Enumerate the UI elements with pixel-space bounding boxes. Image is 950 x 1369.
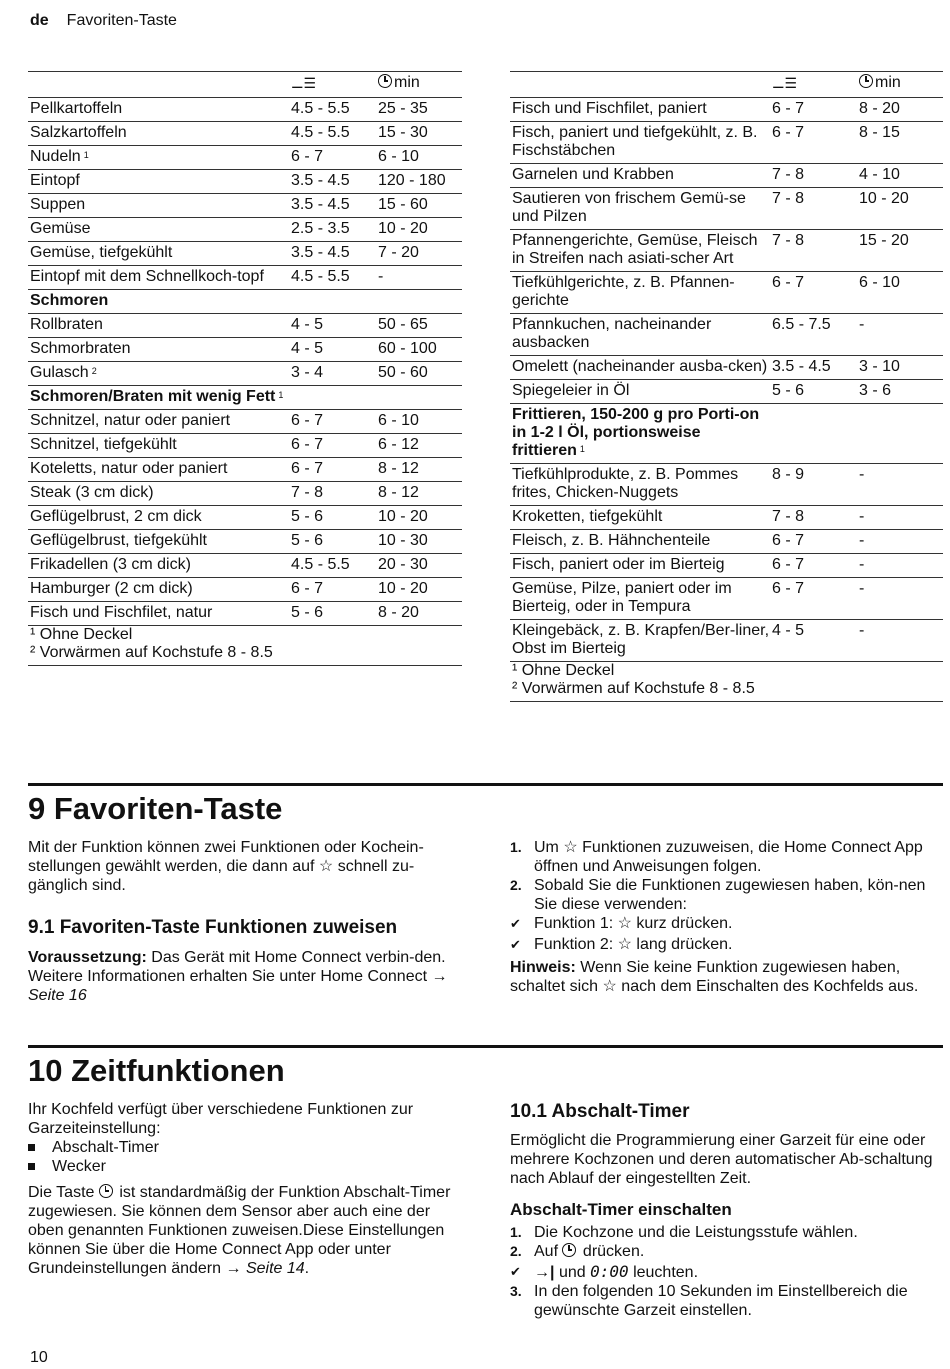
dish-name: Schnitzel, tiefgekühlt — [30, 436, 177, 453]
footnote-row — [28, 626, 462, 645]
power-level-cell: 3.5 - 4.5 — [289, 242, 376, 266]
dish-cell — [510, 272, 770, 314]
dish-cell — [510, 188, 770, 230]
cooking-time-cell: - — [857, 554, 943, 578]
footnote-ref: 2 — [91, 366, 97, 376]
cooking-time-cell: - — [857, 530, 943, 554]
cooking-time-cell: 6 - 10 — [376, 146, 462, 170]
dish-name: Gemüse, tiefgekühlt — [30, 244, 173, 261]
result-text-end: lang drücken. — [636, 936, 733, 953]
page-link[interactable]: Seite 16 — [28, 987, 87, 1004]
power-level-cell: 3 - 4 — [289, 362, 376, 386]
power-level-icon: ⚊☰ — [772, 75, 798, 91]
dish-name: Gemüse — [30, 220, 91, 237]
power-level-cell: 2.5 - 3.5 — [289, 218, 376, 242]
dish-name: Rollbraten — [30, 316, 103, 333]
step-text-end: drücken. — [582, 1243, 645, 1260]
dish-cell — [510, 314, 770, 356]
dish-cell — [28, 554, 289, 578]
cooking-time-cell: 8 - 20 — [857, 98, 943, 122]
cooking-time-cell: 50 - 65 — [376, 314, 462, 338]
dish-cell — [510, 578, 770, 620]
arrow-icon: → — [431, 968, 448, 985]
power-level-cell: 8 - 9 — [770, 464, 857, 506]
table-row — [28, 602, 462, 626]
cooking-time-cell: 10 - 30 — [376, 530, 462, 554]
dish-cell — [510, 230, 770, 272]
footnote-row — [510, 662, 943, 681]
dish-cell — [510, 380, 770, 404]
power-level-cell: 5 - 6 — [289, 506, 376, 530]
power-level-cell: 6 - 7 — [770, 122, 857, 164]
dish-name: Schmorbraten — [30, 340, 131, 357]
dish-name: Schnitzel, natur oder paniert — [30, 412, 231, 429]
result-text: Funktion 1: — [534, 915, 614, 932]
table-row — [28, 434, 462, 458]
table-row — [28, 266, 462, 290]
cooking-time-cell: 7 - 20 — [376, 242, 462, 266]
power-level-cell: 6.5 - 7.5 — [770, 314, 857, 356]
step-text-end: Funktionen zuzuweisen, die Home Connect App öffnen und Anweisungen folgen. — [534, 839, 923, 875]
requirement-label: Voraussetzung: — [28, 949, 147, 966]
note-label: Hinweis: — [510, 959, 576, 976]
power-level-cell: 6 - 7 — [289, 458, 376, 482]
table-row — [510, 122, 943, 164]
table-row — [28, 170, 462, 194]
power-level-cell: 7 - 8 — [770, 188, 857, 230]
dish-name: Gulasch — [30, 364, 89, 381]
cooking-time-cell: 6 - 10 — [857, 272, 943, 314]
table-row — [510, 530, 943, 554]
arrow-icon: → — [225, 1260, 242, 1277]
dish-cell — [28, 218, 289, 242]
dish-cell — [28, 266, 289, 290]
dish-cell — [28, 530, 289, 554]
step-number: 2. — [510, 1243, 522, 1259]
dish-cell — [28, 578, 289, 602]
table-row — [28, 530, 462, 554]
dish-name: Gemüse, Pilze, paniert oder im Bierteig, oder in Tempura — [512, 580, 732, 615]
intro-text: Mit der Funktion können zwei Funktionen oder Kochein-stellungen gewählt werden, die dann auf — [28, 839, 424, 875]
footnote-ref: 1 — [278, 390, 284, 400]
dish-cell — [510, 620, 770, 662]
dish-cell — [28, 122, 289, 146]
power-level-cell: 6 - 7 — [770, 272, 857, 314]
section-10-intro: Ihr Kochfeld verfügt über verschiedene Funktionen zur Garzeiteinstellung: — [28, 1101, 414, 1137]
bullet-text: Wecker — [52, 1158, 106, 1175]
section-cell — [28, 290, 289, 314]
table-section-header — [510, 404, 943, 464]
cooking-time-cell: 50 - 60 — [376, 362, 462, 386]
dish-name: Frikadellen (3 cm dick) — [30, 556, 191, 573]
page-number: 10 — [30, 1349, 48, 1366]
cooking-time-cell: 15 - 60 — [376, 194, 462, 218]
clock-icon — [99, 1184, 113, 1198]
cooking-time-cell: 10 - 20 — [376, 218, 462, 242]
power-level-cell: 7 - 8 — [289, 482, 376, 506]
dish-cell — [28, 146, 289, 170]
power-level-cell: 4.5 - 5.5 — [289, 554, 376, 578]
footnote-ref: 1 — [579, 444, 585, 454]
dish-name: Pellkartoffeln — [30, 100, 123, 117]
dish-name: Fisch und Fischfilet, natur — [30, 604, 213, 621]
step-number: 3. — [510, 1283, 522, 1299]
dish-name: Nudeln — [30, 148, 81, 165]
table-row — [28, 482, 462, 506]
subsection-10-1-title: 10.1 Abschalt-Timer — [510, 1101, 690, 1122]
step-2 — [510, 1242, 940, 1261]
dish-name: Sautieren von frischem Gemü-se und Pilzen — [512, 190, 746, 225]
dish-cell — [510, 530, 770, 554]
table-row — [28, 314, 462, 338]
dish-cell — [28, 434, 289, 458]
power-level-cell: 6 - 7 — [770, 98, 857, 122]
table-row — [28, 410, 462, 434]
dish-cell — [510, 464, 770, 506]
dish-name: Fisch, paniert und tiefgekühlt, z. B. Fischstäbchen — [512, 124, 758, 159]
table-section-header — [28, 290, 462, 314]
subsection-9-1-title: 9.1 Favoriten-Taste Funktionen zuweisen — [28, 917, 398, 938]
bullet-icon — [28, 1144, 35, 1151]
paragraph-text-end: ist standardmäßig der Funktion Abschalt-Timer zugewiesen. Sie können dem Sensor aber auch eine der oben genannten Funktionen zuweisen.Diese Einstellungen können Sie über die Home Connect App oder unter Grundeinstellungen ändern — [28, 1184, 451, 1277]
bullet-text: Abschalt-Timer — [52, 1139, 159, 1156]
table-row — [510, 380, 943, 404]
result-text-end: leuchten. — [633, 1264, 699, 1281]
power-level-cell: 7 - 8 — [770, 506, 857, 530]
power-level-cell: 4.5 - 5.5 — [289, 98, 376, 122]
cooking-time-cell: - — [857, 578, 943, 620]
dish-name: Eintopf — [30, 172, 80, 189]
step-text: Die Kochzone und die Leistungsstufe wählen. — [534, 1224, 858, 1241]
timer-end-icon: →| — [534, 1264, 555, 1281]
table-row — [28, 98, 462, 122]
dish-cell — [510, 506, 770, 530]
table-row — [28, 218, 462, 242]
dish-cell — [28, 98, 289, 122]
power-level-cell: 5 - 6 — [770, 380, 857, 404]
footnote-row — [28, 644, 462, 666]
bullet-icon — [28, 1163, 35, 1170]
cooking-time-cell: 4 - 10 — [857, 164, 943, 188]
table-row — [510, 464, 943, 506]
power-level-cell: 7 - 8 — [770, 164, 857, 188]
requirement-paragraph — [28, 948, 458, 1005]
power-level-cell: 6 - 7 — [770, 530, 857, 554]
table-row — [510, 314, 943, 356]
result-text-end: kurz drücken. — [636, 915, 733, 932]
dish-name: Tiefkühlprodukte, z. B. Pommes frites, Chicken-Nuggets — [512, 466, 739, 501]
dish-cell — [28, 506, 289, 530]
power-level-cell: 5 - 6 — [289, 602, 376, 626]
table-row — [510, 188, 943, 230]
star-icon: ☆ — [617, 915, 632, 932]
cooking-time-cell: 3 - 10 — [857, 356, 943, 380]
power-level-cell: 6 - 7 — [289, 410, 376, 434]
note-paragraph — [510, 958, 942, 996]
power-level-cell: 6 - 7 — [289, 434, 376, 458]
power-level-cell: 3.5 - 4.5 — [289, 170, 376, 194]
table-header-row — [510, 72, 943, 98]
result-2 — [510, 935, 940, 954]
requirement-text: Das Gerät mit Home Connect verbin-den. Weitere Informationen erhalten Sie unter Home Connect — [28, 949, 446, 985]
dish-name: Fisch, paniert oder im Bierteig — [512, 556, 725, 573]
power-level-cell: 4.5 - 5.5 — [289, 122, 376, 146]
cooking-time-cell: 10 - 20 — [376, 506, 462, 530]
dish-cell — [510, 122, 770, 164]
star-icon: ☆ — [617, 936, 632, 953]
result-text: und — [558, 1264, 586, 1281]
dish-cell — [28, 242, 289, 266]
table-row — [510, 554, 943, 578]
dish-name: Pfannkuchen, nacheinander ausbacken — [512, 316, 712, 351]
dish-cell — [28, 458, 289, 482]
page-link[interactable]: Seite 14 — [245, 1260, 305, 1277]
bullet-item — [28, 1138, 458, 1157]
power-level-cell: 4 - 5 — [770, 620, 857, 662]
clock-icon — [859, 74, 873, 88]
dish-name: Tiefkühlgerichte, z. B. Pfannen-gerichte — [512, 274, 735, 309]
power-level-cell: 6 - 7 — [770, 578, 857, 620]
clock-icon — [378, 74, 392, 88]
table-row — [510, 620, 943, 662]
dish-name: Pfannengerichte, Gemüse, Fleisch in Streifen nach asiati-scher Art — [512, 232, 758, 267]
section-9-title: 9 Favoriten-Taste — [28, 791, 283, 826]
table-row — [28, 122, 462, 146]
page-header — [30, 12, 177, 30]
checkmark-icon: ✔ — [510, 937, 521, 952]
dish-name: Steak (3 cm dick) — [30, 484, 154, 501]
cooking-time-cell: 15 - 30 — [376, 122, 462, 146]
dish-cell — [28, 194, 289, 218]
cooking-time-cell: 20 - 30 — [376, 554, 462, 578]
table-row — [28, 146, 462, 170]
cooking-time-cell: 8 - 12 — [376, 482, 462, 506]
dish-name: Suppen — [30, 196, 86, 213]
left-cooking-table — [28, 71, 462, 666]
footnote-text: ² Vorwärmen auf Kochstufe 8 - 8.5 — [510, 680, 943, 702]
step-1 — [510, 838, 940, 876]
table-row — [510, 164, 943, 188]
table-row — [28, 194, 462, 218]
star-icon: ☆ — [318, 858, 334, 875]
step-number: 2. — [510, 877, 522, 893]
power-level-icon: ⚊☰ — [291, 75, 317, 91]
dish-cell — [28, 338, 289, 362]
table-row — [28, 338, 462, 362]
display-readout: 0:00 — [590, 1262, 629, 1281]
step-number: 1. — [510, 1224, 522, 1240]
table-row — [28, 242, 462, 266]
result — [510, 1262, 940, 1282]
power-level-cell: 4 - 5 — [289, 338, 376, 362]
cooking-time-cell: 6 - 10 — [376, 410, 462, 434]
subsection-text: Ermöglicht die Programmierung einer Garzeit für eine oder mehrere Kochzonen und deren automatischer Ab-schaltung nach Ablauf der eingestellten Zeit. — [510, 1132, 933, 1187]
step-text: Um — [534, 839, 559, 856]
header-title: Favoriten-Taste — [66, 12, 177, 29]
result-1 — [510, 914, 940, 933]
dish-name: Fisch und Fischfilet, paniert — [512, 100, 707, 117]
dish-name: Koteletts, natur oder paniert — [30, 460, 228, 477]
power-level-cell: 5 - 6 — [289, 530, 376, 554]
result-text: Funktion 2: — [534, 936, 614, 953]
paragraph-text: Die Taste — [28, 1184, 95, 1201]
intro-text-end: schnell zu-gänglich sind. — [28, 858, 415, 894]
timer-key-paragraph — [28, 1183, 458, 1278]
power-level-cell: 3.5 - 4.5 — [289, 194, 376, 218]
dish-cell — [28, 482, 289, 506]
period: . — [304, 1260, 310, 1277]
star-icon: ☆ — [602, 978, 617, 995]
dish-name: Kleingebäck, z. B. Krapfen/Ber-liner, Obst im Bierteig — [512, 622, 770, 657]
cooking-time-cell: 8 - 12 — [376, 458, 462, 482]
dish-name: Fleisch, z. B. Hähnchenteile — [512, 532, 711, 549]
cooking-time-cell: - — [857, 464, 943, 506]
dish-name: Salzkartoffeln — [30, 124, 127, 141]
section-label: Schmoren — [30, 292, 109, 309]
dish-name: Eintopf mit dem Schnellkoch-topf — [30, 268, 264, 285]
footnote-text: ¹ Ohne Deckel — [512, 662, 615, 679]
cooking-time-cell: 60 - 100 — [376, 338, 462, 362]
footnote-text: ¹ Ohne Deckel — [30, 626, 133, 643]
table-row — [510, 272, 943, 314]
power-level-cell: 6 - 7 — [289, 146, 376, 170]
power-level-cell: 4.5 - 5.5 — [289, 266, 376, 290]
dish-cell — [28, 362, 289, 386]
cooking-time-cell: - — [857, 314, 943, 356]
cooking-time-cell: 6 - 12 — [376, 434, 462, 458]
clock-icon — [562, 1243, 576, 1257]
dish-name: Omelett (nacheinander ausba-cken) — [512, 358, 768, 375]
table-header-row — [28, 72, 462, 98]
step-text: Sobald Sie die Funktionen zugewiesen haben, kön-nen Sie diese verwenden: — [534, 877, 926, 913]
power-level-cell: 7 - 8 — [770, 230, 857, 272]
dish-name: Geflügelbrust, tiefgekühlt — [30, 532, 207, 549]
cooking-time-cell: - — [376, 266, 462, 290]
table-row — [510, 230, 943, 272]
table-row — [510, 98, 943, 122]
power-level-cell: 6 - 7 — [289, 578, 376, 602]
table-row — [510, 506, 943, 530]
power-level-cell: 4 - 5 — [289, 314, 376, 338]
checkmark-icon: ✔ — [510, 916, 521, 931]
table-row — [28, 554, 462, 578]
dish-cell — [28, 170, 289, 194]
dish-cell — [510, 356, 770, 380]
dish-cell — [28, 314, 289, 338]
dish-name: Garnelen und Krabben — [512, 166, 674, 183]
step-1 — [510, 1223, 940, 1242]
table-row — [28, 458, 462, 482]
dish-cell — [510, 554, 770, 578]
cooking-time-cell: 25 - 35 — [376, 98, 462, 122]
cooking-time-cell: 3 - 6 — [857, 380, 943, 404]
power-level-cell: 3.5 - 4.5 — [770, 356, 857, 380]
footnote-row — [510, 680, 943, 702]
note-text: Wenn Sie keine Funktion zugewiesen haben, schaltet sich — [510, 959, 901, 995]
section-9-intro — [28, 838, 458, 895]
step-text: In den folgenden 10 Sekunden im Einstellbereich die gewünschte Garzeit einstellen. — [534, 1283, 908, 1319]
cooking-time-cell: - — [857, 620, 943, 662]
dish-cell — [28, 602, 289, 626]
procedure-title: Abschalt-Timer einschalten — [510, 1200, 732, 1219]
dish-name: Geflügelbrust, 2 cm dick — [30, 508, 202, 525]
dish-cell — [510, 98, 770, 122]
table-row — [510, 356, 943, 380]
power-level-cell: 6 - 7 — [770, 554, 857, 578]
cooking-time-cell: 10 - 20 — [857, 188, 943, 230]
dish-name: Spiegeleier in Öl — [512, 382, 630, 399]
cooking-time-cell: 8 - 20 — [376, 602, 462, 626]
step-number: 1. — [510, 839, 522, 855]
table-row — [28, 506, 462, 530]
table-row — [28, 362, 462, 386]
section-label: Schmoren/Braten mit wenig Fett — [30, 388, 276, 405]
table-row — [510, 578, 943, 620]
section-divider — [28, 1045, 943, 1048]
section-10-title: 10 Zeitfunktionen — [28, 1053, 285, 1088]
section-cell — [28, 386, 289, 410]
cooking-time-cell: 10 - 20 — [376, 578, 462, 602]
step-3 — [510, 1282, 940, 1320]
language-code: de — [30, 12, 49, 29]
dish-name: Kroketten, tiefgekühlt — [512, 508, 663, 525]
section-divider — [28, 783, 943, 786]
footnote-ref: 1 — [83, 150, 89, 160]
section-label: Frittieren, 150-200 g pro Porti-on in 1-2 l Öl, portionsweise frittieren — [512, 406, 760, 459]
step-text: Auf — [534, 1243, 559, 1260]
cooking-time-cell: - — [857, 506, 943, 530]
time-unit: min — [394, 74, 420, 91]
dish-cell — [28, 410, 289, 434]
section-cell — [510, 404, 770, 464]
dish-name: Hamburger (2 cm dick) — [30, 580, 193, 597]
checkmark-icon: ✔ — [510, 1264, 521, 1279]
dish-cell — [510, 164, 770, 188]
cooking-time-cell: 8 - 15 — [857, 122, 943, 164]
star-icon: ☆ — [563, 839, 578, 856]
table-row — [28, 578, 462, 602]
right-cooking-table — [510, 71, 943, 702]
bullet-item — [28, 1157, 458, 1176]
cooking-time-cell: 15 - 20 — [857, 230, 943, 272]
time-unit: min — [875, 74, 901, 91]
cooking-time-cell: 120 - 180 — [376, 170, 462, 194]
step-2 — [510, 876, 940, 914]
footnote-text: ² Vorwärmen auf Kochstufe 8 - 8.5 — [28, 644, 462, 666]
note-text-end: nach dem Einschalten des Kochfelds aus. — [621, 978, 919, 995]
table-section-header — [28, 386, 462, 410]
